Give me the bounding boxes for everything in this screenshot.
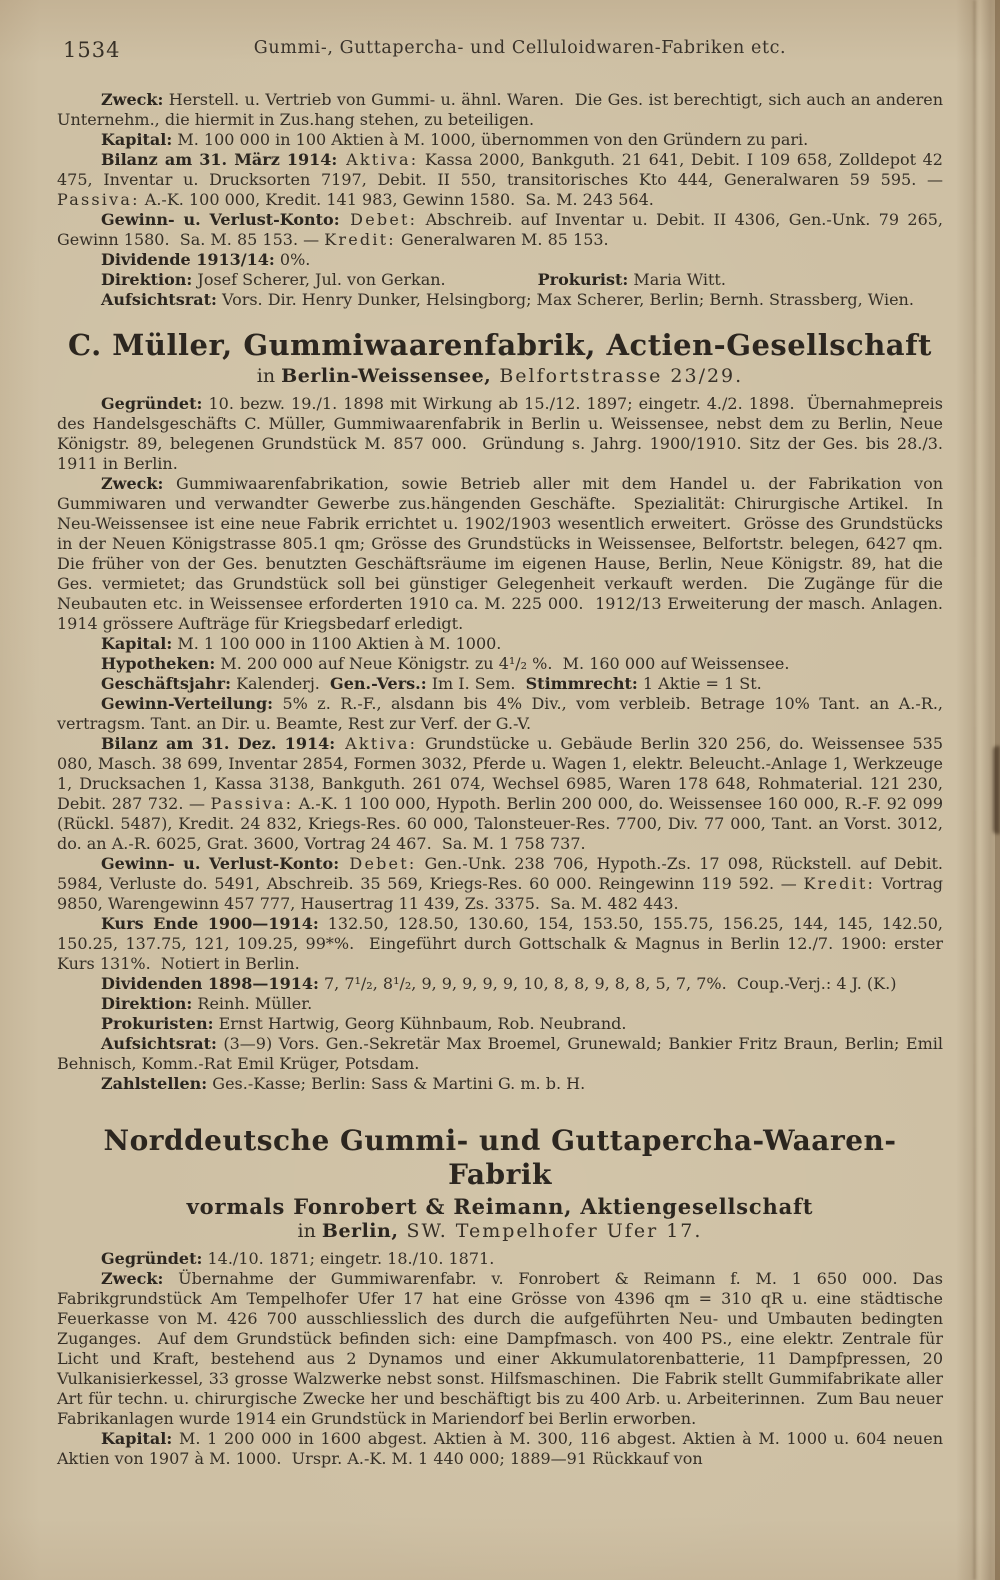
label-bold: Aufsichtsrat: <box>101 1034 217 1053</box>
text-run: 132.50, 128.50, 130.60, 154, 153.50, 155.75, 156.25, 144, 145, 142.50, 150.25, 137.75, 121, 109.25, 99*%. Eingeführt durch Gottschalk & Magnus in Berlin 12./7. 1900: erster Kurs 131%. Notiert in Berlin. <box>57 914 949 973</box>
text-run: Ges.-Kasse; Berlin: Sass & Martini G. m. b. H. <box>207 1074 586 1093</box>
text-run: 10. bezw. 19./1. 1898 mit Wirkung ab 15./12. 1897; eingetr. 4./2. 1898. Übernahmepreis des Handelsgeschäfts C. Müller, Gummiwaarenfabrik in Berlin u. Weissensee, nebst dem zu Berlin, Neue Königstr. 89, belegenen Grundstück M. 857 000. Gründung s. Jahrg. 1900/1910. Sitz der Ges. bis 28./3. 1911 in Berlin. <box>57 394 949 473</box>
label-bold: Gegründet: <box>101 1249 203 1268</box>
paragraph <box>57 634 943 654</box>
page-header <box>57 38 943 62</box>
spaced-term: Passiva: <box>57 190 140 209</box>
text-run: Übernahme der Gummiwarenfabr. v. Fonrobert & Reimann f. M. 1 650 000. Das Fabrikgrundstück Am Tempelhofer Ufer 17 hat eine Grösse von 4396 qm = 310 qR u. eine städtische Feuerkasse von M. 426 700 ausschliesslich des durch die aufgeführten Neu- und Umbauten bedingten Zuganges. Auf dem Grundstück befinden sich: eine Dampfmasch. von 400 PS., eine elektr. Zentrale für Licht und Kraft, bestehend aus 2 Dynamos und einer Akkumulatorenbatterie, 11 Dampfpressen, 20 Vulkanisierkessel, 33 grosse Walzwerke nebst sonst. Hilfsmaschinen. Die Fabrik stellt Gummifabrikate aller Art für techn. u. chirurgische Zwecke her und beschäftigt bis zu 400 Arb. u. Arbeiterinnen. Zum Bau neuer Fabrikanlagen wurde 1914 ein Grundstück in Mariendorf bei Berlin erworben. <box>57 1269 949 1428</box>
label-bold: Stimmrecht: <box>525 674 638 693</box>
text-run: 5% z. R.-F., alsdann bis 4% Div., vom verbleib. Betrage 10% Tant. an A.-R., vertragsm. Tant. an Dir. u. Beamte, Rest zur Verf. der G.-V. <box>57 694 949 733</box>
paragraph <box>57 994 943 1014</box>
text-run: Gen.-Unk. 238 706, Hypoth.-Zs. 17 098, Rückstell. auf Debit. 5984, Verluste do. 5491, Abschreib. 35 569, Kriegs-Res. 60 000. Reingewinn 119 592. — <box>57 854 949 893</box>
label-bold: Bilanz am 31. Dez. 1914: <box>101 734 336 753</box>
paragraph <box>57 694 949 734</box>
text-run: Kalenderj. <box>231 674 331 693</box>
paragraph <box>57 1014 943 1034</box>
text-run: Generalwaren M. 85 153. <box>395 230 609 249</box>
paragraph <box>57 914 949 974</box>
paragraph <box>57 654 943 674</box>
paragraph <box>57 1074 943 1094</box>
paragraph <box>57 1034 949 1074</box>
paragraph <box>57 854 949 914</box>
paragraph <box>57 1269 949 1429</box>
paragraph <box>57 90 949 130</box>
company-city: Berlin, <box>321 1220 399 1242</box>
label-bold: Zweck: <box>101 90 164 109</box>
text-run: M. 200 000 auf Neue Königstr. zu 4¹/₂ %. M. 160 000 auf Weissensee. <box>215 654 790 673</box>
company-address: Belfortstrasse 23/29. <box>491 365 744 387</box>
text-run: Herstell. u. Vertrieb von Gummi- u. ähnl. Waren. Die Ges. ist berechtigt, sich auch an anderen Unternehm., die hiermit in Zus.hang stehen, zu beteiligen. <box>57 90 949 129</box>
label-bold: Kapital: <box>101 130 173 149</box>
paragraph <box>57 394 949 474</box>
text-run: A.-K. 1 100 000, Hypoth. Berlin 200 000, do. Weissensee 160 000, R.-F. 92 099 (Rückl. 5487), Kredit. 24 832, Kriegs-Res. 60 000, Talonsteuer-Res. 7700, Div. 77 000, Tant. an Vorst. 3012, do. an A.-R. 6025, Grat. 3600, Vortrag 24 467. Sa. M. 1 758 737. <box>57 794 949 853</box>
text-run: M. 1 100 000 in 1100 Aktien à M. 1000. <box>172 634 502 653</box>
label-bold: Gewinn- u. Verlust-Konto: <box>101 210 340 229</box>
entry-mueller-paragraphs <box>57 394 954 1094</box>
label-bold: Kapital: <box>101 1429 173 1448</box>
paragraph <box>57 250 943 270</box>
text-run: M. 100 000 in 100 Aktien à M. 1000, übernommen von den Gründern zu pari. <box>172 130 809 149</box>
paragraph <box>57 474 954 634</box>
label-bold: Zweck: <box>101 474 164 493</box>
text-run: 14./10. 1871; eingetr. 18./10. 1871. <box>202 1249 495 1268</box>
text-run: 1 Aktie = 1 St. <box>637 674 762 693</box>
label-bold: Direktion: <box>101 270 193 289</box>
label-bold: Gegründet: <box>101 394 203 413</box>
paragraph <box>57 210 949 250</box>
label-bold: Zweck: <box>101 1269 164 1288</box>
text-run: Josef Scherer, Jul. von Gerkan. <box>192 270 446 289</box>
text-run: Vors. Dir. Henry Dunker, Helsingborg; Max Scherer, Berlin; Bernh. Strassberg, Wien. <box>216 290 914 309</box>
label-bold: Gewinn- u. Verlust-Konto: <box>101 854 340 873</box>
company-subtitle-mueller <box>57 364 943 388</box>
spaced-term: Aktiva: <box>337 150 419 169</box>
page-number: 1534 <box>63 38 121 62</box>
label-bold: Hypotheken: <box>101 654 216 673</box>
label-bold: Gen.-Vers.: <box>330 674 427 693</box>
paragraph <box>57 1249 943 1269</box>
entry-mueller-section <box>57 328 954 1094</box>
company-address: SW. Tempelhofer Ufer 17. <box>398 1220 703 1242</box>
label-bold: Kurs Ende 1900—1914: <box>101 914 319 933</box>
label-bold: Zahlstellen: <box>101 1074 208 1093</box>
spaced-term: Passiva: <box>210 794 294 813</box>
text-run: A.-K. 100 000, Kredit. 141 983, Gewinn 1580. Sa. M. 243 564. <box>139 190 654 209</box>
text-run: Gummiwaarenfabrikation, sowie Betrieb aller mit dem Handel u. der Fabrikation von Gummiwaren und verwandter Gewerbe zus.hängenden Geschäfte. Spezialität: Chirurgische Artikel. In Neu-Weissensee ist eine neue Fabrik errichtet u. 1902/1903 wesentlich erweitert. Grösse des Grundstücks in der Neuen Königstrasse 805.1 qm; Grösse des Grundstücks in Weissensee, Belfortstr. belegen, 6427 qm. Die früher von der Ges. benutzten Geschäftsräume im eigenen Hause, Berlin, Neue Königstr. 89, hat die Ges. vermietet; das Grundstück soll bei günstiger Gelegenheit verkauft werden. Die Zugänge für die Neubauten etc. in Weissensee erforderten 1910 ca. M. 225 000. 1912/13 Erweiterung der masch. Anlagen. 1914 grössere Aufträge für Kriegsbedarf erledigt. <box>57 474 954 633</box>
label-bold: Dividende 1913/14: <box>101 250 275 269</box>
text-run: in <box>297 1220 322 1242</box>
label-bold: Direktion: <box>101 994 193 1013</box>
text-run: Reinh. Müller. <box>192 994 313 1013</box>
spaced-term: Debet: <box>339 210 418 229</box>
paragraph <box>57 734 949 854</box>
spaced-term: Kredit: <box>803 874 876 893</box>
text-run: 7, 7¹/₂, 8¹/₂, 9, 9, 9, 9, 9, 10, 8, 8, 9, 8, 8, 5, 7, 7%. Coup.-Verj.: 4 J. (K.) <box>318 974 897 993</box>
text-run: Abschreib. auf Inventar u. Debit. II 4306, Gen.-Unk. 79 265, Gewinn 1580. Sa. M. 85 153. — <box>57 210 949 249</box>
running-title: Gummi-, Guttapercha- und Celluloidwaren-Fabriken etc. <box>253 38 787 58</box>
company-subtitle-norddeutsche <box>57 1219 943 1243</box>
text-run: Im I. Sem. <box>426 674 526 693</box>
paragraph <box>57 290 943 310</box>
company-city: Berlin-Weissensee, <box>281 365 492 387</box>
text-run: Grundstücke u. Gebäude Berlin 320 256, do. Weissensee 535 080, Masch. 38 699, Inventar 2854, Formen 3032, Pferde u. Wagen 1, elektr. Beleucht.-Anlage 1, Werkzeuge 1, Drucksachen 1, Kassa 3138, Bankguth. 261 074, Wechsel 6985, Waren 178 648, Rohmaterial. 121 230, Debit. 287 732. — <box>57 734 949 813</box>
label-bold: Prokuristen: <box>101 1014 214 1033</box>
text-run: in <box>256 365 282 387</box>
text-run: 0%. <box>274 250 311 269</box>
paragraph <box>57 1429 949 1469</box>
label-bold: Bilanz am 31. März 1914: <box>101 150 338 169</box>
text-run: Kassa 2000, Bankguth. 21 641, Debit. I 109 658, Zolldepot 42 475, Inventar u. Drucksorten 7197, Debit. II 550, transitorisches Kto 444, Generalwaren 59 595. — <box>57 150 949 189</box>
paragraph <box>57 270 943 290</box>
label-bold: Geschäftsjahr: <box>101 674 231 693</box>
spaced-term: Debet: <box>339 854 417 873</box>
text-run: M. 1 200 000 in 1600 abgest. Aktien à M. 300, 116 abgest. Aktien à M. 1000 u. 604 neuen Aktien von 1907 à M. 1000. Urspr. A.-K. M. 1 440 000; 1889—91 Rückkauf von <box>57 1429 949 1468</box>
spaced-term: Aktiva: <box>335 734 418 753</box>
label-bold: Aufsichtsrat: <box>101 290 217 309</box>
entry-norddeutsche-paragraphs <box>57 1249 949 1469</box>
paragraph <box>57 674 943 694</box>
text-run: (3—9) Vors. Gen.-Sekretär Max Broemel, Grunewald; Bankier Fritz Braun, Berlin; Emil Behnisch, Komm.-Rat Emil Krüger, Potsdam. <box>57 1034 949 1073</box>
label-bold: Dividenden 1898—1914: <box>101 974 319 993</box>
text-run: Vortrag 9850, Warengewinn 457 777, Hausertrag 11 439, Zs. 3375. Sa. M. 482 443. <box>57 874 949 913</box>
label-bold: Prokurist: <box>537 270 629 289</box>
company-title-mueller: C. Müller, Gummiwaarenfabrik, Actien-Gesellschaft <box>68 328 932 362</box>
paragraph <box>57 150 949 210</box>
paragraph <box>57 130 943 150</box>
label-bold: Kapital: <box>101 634 173 653</box>
entry-norddeutsche-section <box>57 1124 949 1469</box>
text-run: Ernst Hartwig, Georg Kühnbaum, Rob. Neubrand. <box>213 1014 627 1033</box>
paragraph <box>57 974 943 994</box>
company-former-name: vormals Fonrobert & Reimann, Aktiengesellschaft <box>186 1194 814 1219</box>
entry-continuation-section <box>57 90 949 310</box>
company-title-norddeutsche: Norddeutsche Gummi- und Guttapercha-Waaren-Fabrik <box>103 1124 897 1191</box>
text-run: Maria Witt. <box>628 270 726 289</box>
label-bold: Gewinn-Verteilung: <box>101 694 274 713</box>
spaced-term: Kredit: <box>324 230 396 249</box>
